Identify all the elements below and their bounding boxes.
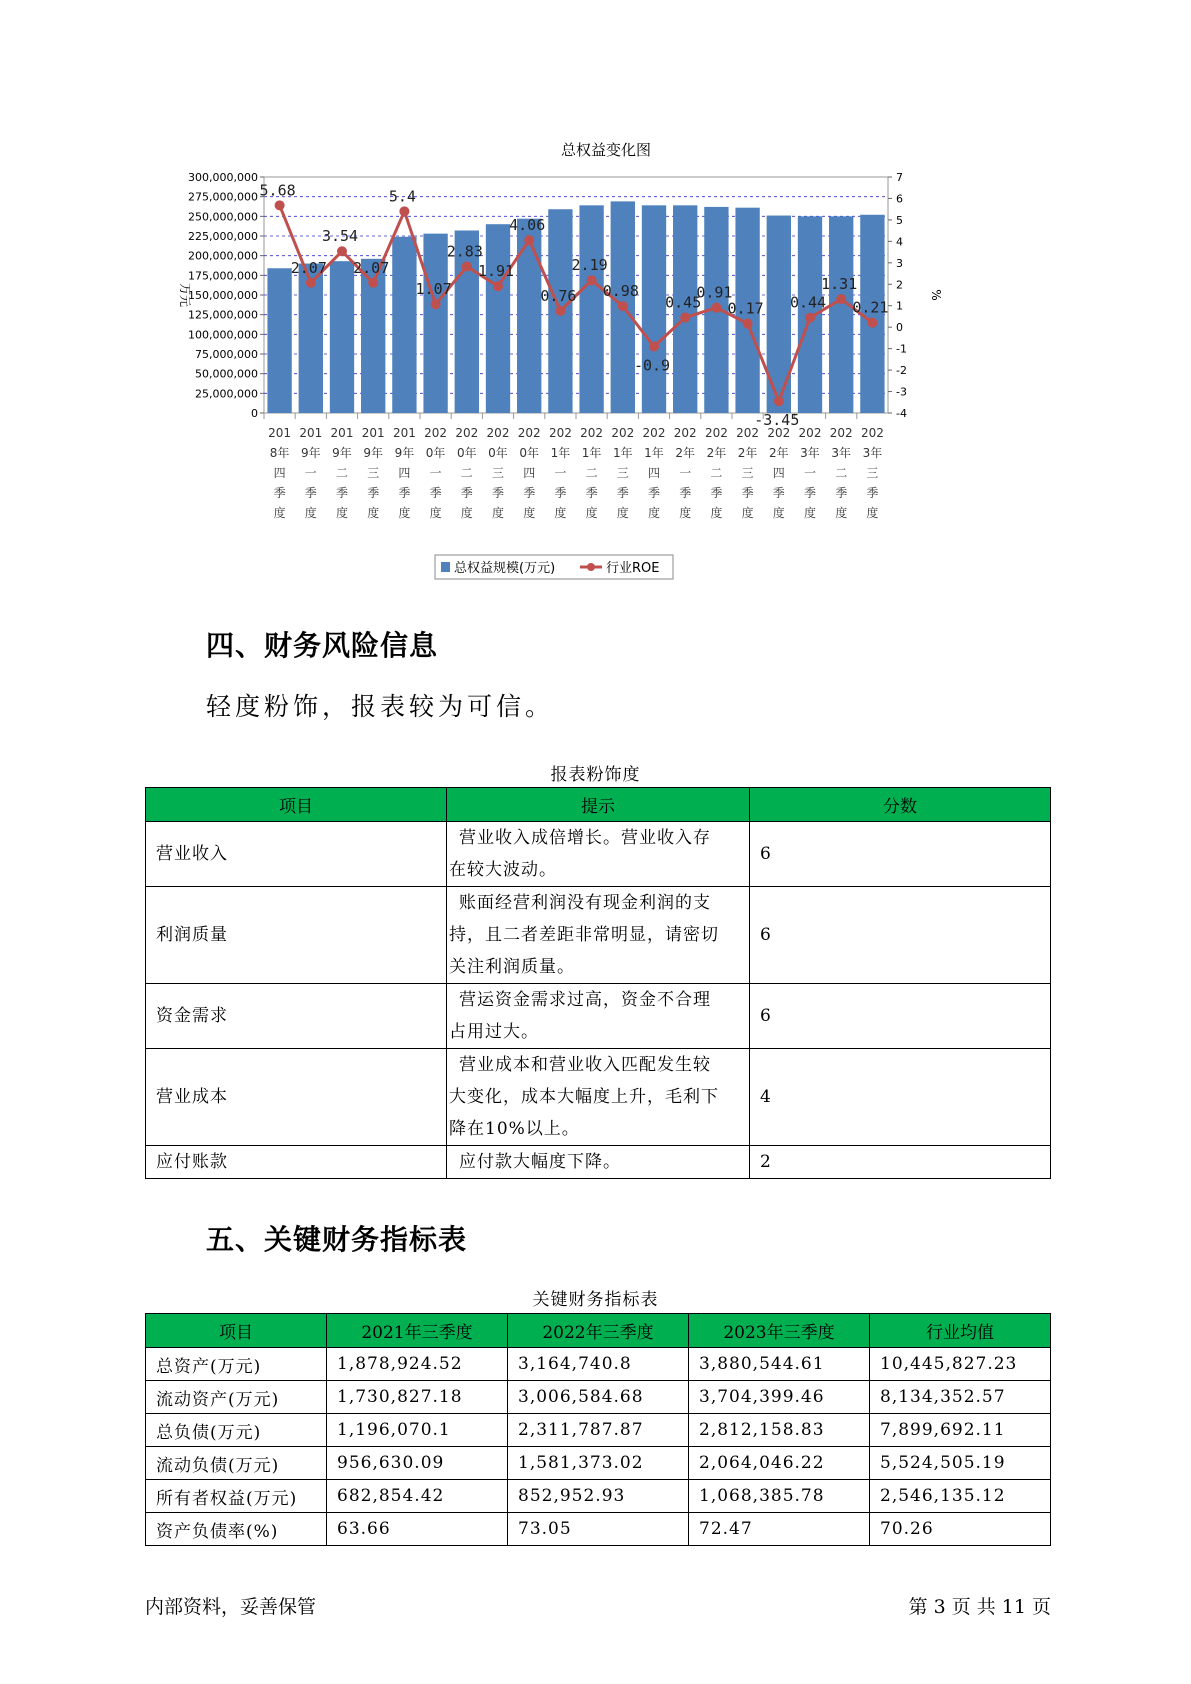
- roe-data-label: 5.68: [259, 181, 296, 200]
- x-category-label: 度: [398, 506, 411, 520]
- roe-point-8: [524, 235, 534, 245]
- legend-line-label: 行业ROE: [606, 561, 660, 576]
- roe-data-label: 3.54: [321, 227, 359, 246]
- x-category-label: 202: [860, 426, 884, 440]
- right-tick-label: 3: [896, 256, 903, 270]
- left-tick-label: 0: [251, 407, 258, 420]
- x-category-label: 9年: [332, 446, 352, 460]
- x-category-label: 二: [835, 466, 848, 480]
- x-category-label: 一: [304, 466, 317, 480]
- row-value: 63.66: [327, 1513, 508, 1546]
- right-tick-label: 1: [896, 299, 903, 313]
- table-header-row: [146, 788, 1051, 822]
- roe-data-label: 0.17: [727, 299, 764, 318]
- x-category-label: 二: [460, 466, 473, 480]
- x-category-label: 202: [798, 426, 822, 440]
- roe-data-label: 1.91: [477, 262, 515, 281]
- bar-4: [392, 237, 416, 413]
- bar-10: [579, 205, 603, 413]
- right-tick-label: 2: [896, 278, 903, 292]
- roe-point-7: [493, 281, 503, 291]
- row-value: 1,196,070.1: [327, 1414, 508, 1447]
- left-tick-label: 225,000,000: [188, 230, 258, 243]
- row-label: 资产负债率(%): [146, 1513, 327, 1546]
- x-category-label: 三: [616, 466, 629, 480]
- row-score: 4: [750, 1049, 1051, 1146]
- left-axis-label: 万元: [178, 282, 192, 308]
- bar-12: [642, 205, 666, 413]
- hint-line: 在较大波动。: [449, 860, 557, 880]
- x-category-label: 季: [710, 486, 723, 500]
- x-category-label: 季: [679, 486, 692, 500]
- right-tick-label: -2: [896, 364, 907, 378]
- table-row: [146, 1447, 1051, 1480]
- x-category-label: 度: [710, 506, 723, 520]
- row-value: 5,524,505.19: [870, 1447, 1051, 1480]
- row-value: 8,134,352.57: [870, 1381, 1051, 1414]
- x-category-label: 201: [299, 426, 323, 440]
- x-category-label: 202: [486, 426, 510, 440]
- x-category-label: 0年: [488, 446, 508, 460]
- right-tick-label: 6: [896, 192, 903, 206]
- left-tick-label: 100,000,000: [188, 328, 258, 342]
- x-category-label: 202: [424, 426, 448, 440]
- row-value: 1,068,385.78: [689, 1480, 870, 1513]
- roe-data-label: 0.21: [852, 298, 889, 317]
- x-category-label: 1年: [644, 446, 664, 460]
- x-category-label: 202: [673, 426, 697, 440]
- x-category-label: 202: [517, 426, 541, 440]
- whitewash-table: [145, 787, 1051, 1179]
- roe-data-label: 2.07: [290, 258, 327, 277]
- row-label: 流动资产(万元): [146, 1381, 327, 1414]
- x-category-label: 季: [273, 486, 286, 500]
- row-value: 956,630.09: [327, 1447, 508, 1480]
- x-category-label: 201: [268, 426, 292, 440]
- hint-line: 应付款大幅度下降。: [459, 1152, 621, 1172]
- x-category-label: 季: [304, 486, 317, 500]
- x-category-label: 202: [767, 426, 791, 440]
- row-value: 7,899,692.11: [870, 1414, 1051, 1447]
- roe-point-3: [368, 278, 378, 288]
- x-category-label: 二: [710, 466, 723, 480]
- header-2022q3: 2022年三季度: [508, 1314, 689, 1348]
- hint-line: 占用过大。: [449, 1022, 539, 1042]
- x-category-label: 度: [273, 506, 286, 520]
- x-category-label: 202: [580, 426, 604, 440]
- x-category-label: 季: [335, 486, 349, 500]
- x-category-label: 度: [772, 506, 785, 520]
- row-score: 6: [750, 822, 1051, 887]
- left-tick-label: 200,000,000: [188, 249, 258, 263]
- roe-data-label: 4.06: [509, 216, 546, 235]
- table-caption-whitewash: 报表粉饰度: [550, 765, 641, 785]
- x-category-label: 度: [741, 506, 754, 520]
- table-caption-indicators: 关键财务指标表: [532, 1290, 659, 1310]
- roe-data-label: 2.83: [446, 242, 483, 261]
- right-tick-label: 7: [896, 171, 903, 184]
- x-category-label: 9年: [363, 446, 384, 460]
- legend-bar-label: 总权益规模(万元): [454, 561, 556, 576]
- row-value: 2,812,158.83: [689, 1414, 870, 1447]
- key-indicators-table: [145, 1313, 1051, 1546]
- header-industry-avg: 行业均值: [870, 1314, 1051, 1348]
- bar-18: [829, 216, 853, 413]
- x-category-label: 201: [330, 426, 354, 440]
- section-heading-key-indicators: 五、关键财务指标表: [206, 1223, 468, 1256]
- roe-point-16: [774, 396, 784, 406]
- key-indicators-table-body: [146, 1348, 1051, 1546]
- x-category-label: 季: [460, 486, 473, 500]
- table-row: [146, 1414, 1051, 1447]
- roe-data-label: 1.07: [415, 280, 452, 299]
- row-score: 6: [750, 984, 1051, 1049]
- right-tick-label: -1: [896, 342, 907, 356]
- x-category-label: 0年: [519, 446, 540, 460]
- roe-point-10: [587, 275, 597, 285]
- row-value: 10,445,827.23: [870, 1348, 1051, 1381]
- row-score: 6: [750, 887, 1051, 984]
- row-hint: [447, 822, 750, 887]
- footer-confidential-note: 内部资料，妥善保管: [145, 1596, 317, 1618]
- hint-line: 账面经营利润没有现金利润的支: [459, 893, 711, 913]
- x-category-label: 四: [398, 466, 411, 480]
- x-category-label: 度: [803, 506, 817, 520]
- row-item: 应付账款: [146, 1146, 447, 1179]
- x-category-label: 202: [548, 426, 572, 440]
- row-label: 总负债(万元): [146, 1414, 327, 1447]
- x-category-label: 一: [803, 466, 817, 480]
- header-item: 项目: [146, 788, 447, 822]
- x-category-label: 度: [616, 506, 629, 520]
- x-category-label: 三: [741, 466, 754, 480]
- x-category-label: 3年: [831, 446, 852, 460]
- table-row: [146, 1513, 1051, 1546]
- roe-point-9: [555, 306, 565, 316]
- x-category-label: 度: [429, 506, 442, 520]
- row-score: 2: [750, 1146, 1051, 1179]
- row-value: 682,854.42: [327, 1480, 508, 1513]
- left-tick-label: 50,000,000: [195, 367, 258, 381]
- row-value: 70.26: [870, 1513, 1051, 1546]
- left-tick-label: 300,000,000: [188, 171, 258, 184]
- bar-0: [267, 268, 291, 413]
- row-value: 1,878,924.52: [327, 1348, 508, 1381]
- right-tick-label: 5: [896, 213, 903, 227]
- bar-2: [330, 261, 354, 413]
- roe-point-18: [836, 294, 846, 304]
- x-category-label: 1年: [581, 446, 602, 460]
- hint-line: 降在10%以上。: [449, 1119, 580, 1139]
- row-item: 营业成本: [146, 1049, 447, 1146]
- x-category-label: 季: [367, 486, 380, 500]
- equity-chart-svg: [170, 135, 1040, 590]
- roe-point-14: [711, 303, 721, 313]
- row-value: 3,164,740.8: [508, 1348, 689, 1381]
- x-category-label: 季: [866, 486, 879, 500]
- row-hint: [447, 984, 750, 1049]
- roe-data-label: 5.4: [388, 187, 416, 206]
- x-category-label: 202: [611, 426, 635, 440]
- x-category-label: 一: [429, 466, 442, 480]
- row-hint: [447, 1049, 750, 1146]
- x-category-label: 季: [523, 486, 536, 500]
- x-category-label: 201: [361, 426, 385, 440]
- left-tick-label: 25,000,000: [195, 387, 258, 401]
- left-tick-label: 250,000,000: [188, 210, 258, 224]
- row-value: 2,546,135.12: [870, 1480, 1051, 1513]
- x-category-label: 度: [367, 506, 380, 520]
- roe-point-12: [649, 341, 659, 351]
- row-value: 3,704,399.46: [689, 1381, 870, 1414]
- roe-point-15: [743, 319, 753, 329]
- x-category-label: 2年: [675, 446, 696, 460]
- table-row: [146, 822, 1051, 887]
- roe-data-label: 0.91: [696, 283, 733, 302]
- x-category-label: 季: [491, 486, 505, 500]
- x-category-label: 度: [491, 506, 505, 520]
- x-category-label: 一: [679, 466, 692, 480]
- x-category-label: 四: [772, 466, 785, 480]
- left-tick-label: 125,000,000: [188, 308, 258, 322]
- header-hint: 提示: [447, 788, 750, 822]
- roe-point-5: [431, 299, 441, 309]
- x-category-label: 度: [866, 506, 879, 520]
- x-category-label: 四: [647, 466, 661, 480]
- x-category-label: 度: [304, 506, 317, 520]
- x-category-label: 0年: [456, 446, 477, 460]
- roe-point-0: [275, 200, 285, 210]
- x-category-label: 202: [704, 426, 728, 440]
- x-category-label: 1年: [550, 446, 571, 460]
- row-label: 总资产(万元): [146, 1348, 327, 1381]
- row-value: 852,952.93: [508, 1480, 689, 1513]
- right-tick-label: 0: [896, 321, 903, 335]
- x-category-label: 2年: [737, 446, 758, 460]
- row-item: 利润质量: [146, 887, 447, 984]
- table-row: [146, 984, 1051, 1049]
- x-category-label: 9年: [394, 446, 415, 460]
- x-category-label: 3年: [862, 446, 883, 460]
- right-tick-label: -3: [896, 385, 907, 399]
- header-item: 项目: [146, 1314, 327, 1348]
- row-value: 72.47: [689, 1513, 870, 1546]
- roe-point-13: [680, 313, 690, 323]
- right-tick-label: -4: [896, 407, 907, 420]
- roe-point-6: [462, 261, 472, 271]
- x-category-label: 201: [392, 426, 416, 440]
- x-category-label: 三: [491, 466, 505, 480]
- roe-point-4: [399, 206, 409, 216]
- row-value: 3,006,584.68: [508, 1381, 689, 1414]
- roe-data-label: 0.98: [602, 282, 639, 301]
- row-value: 2,064,046.22: [689, 1447, 870, 1480]
- x-category-label: 季: [585, 486, 598, 500]
- x-category-label: 二: [585, 466, 598, 480]
- table-row: [146, 1381, 1051, 1414]
- x-category-label: 8年: [269, 446, 290, 460]
- roe-point-17: [805, 313, 815, 323]
- table-row: [146, 887, 1051, 984]
- x-category-label: 季: [616, 486, 629, 500]
- x-category-label: 度: [335, 506, 349, 520]
- header-score: 分数: [750, 788, 1051, 822]
- row-value: 3,880,544.61: [689, 1348, 870, 1381]
- roe-point-19: [867, 318, 877, 328]
- bar-5: [423, 234, 447, 413]
- x-category-label: 度: [585, 506, 598, 520]
- hint-line: 营业收入成倍增长。营业收入存: [459, 828, 711, 848]
- roe-data-label: 2.19: [571, 256, 608, 275]
- x-category-label: 季: [554, 486, 567, 500]
- legend-line-marker: [587, 563, 595, 571]
- equity-chart: [170, 135, 1040, 590]
- roe-data-label: 0.45: [665, 293, 702, 312]
- roe-data-label: 2.07: [353, 258, 390, 277]
- x-category-label: 2年: [706, 446, 727, 460]
- whitewash-table-body: [146, 822, 1051, 1179]
- x-category-label: 202: [455, 426, 479, 440]
- left-tick-label: 175,000,000: [188, 269, 258, 283]
- x-category-label: 季: [398, 486, 411, 500]
- roe-data-label: -3.45: [754, 411, 800, 430]
- x-category-label: 季: [772, 486, 785, 500]
- roe-data-label: 0.44: [789, 293, 827, 312]
- right-tick-label: 4: [896, 235, 903, 249]
- roe-data-label: 0.76: [540, 286, 577, 305]
- x-category-label: 一: [554, 466, 567, 480]
- roe-point-11: [618, 301, 628, 311]
- row-hint: [447, 887, 750, 984]
- legend-bar-swatch: [441, 562, 450, 572]
- header-2021q3: 2021年三季度: [327, 1314, 508, 1348]
- x-category-label: 0年: [425, 446, 446, 460]
- hint-line: 营业成本和营业收入匹配发生较: [459, 1055, 711, 1075]
- left-tick-label: 275,000,000: [188, 190, 258, 204]
- x-category-label: 季: [647, 486, 661, 500]
- hint-line: 大变化，成本大幅度上升，毛利下: [449, 1087, 719, 1107]
- x-category-label: 9年: [300, 446, 321, 460]
- risk-summary: 轻度粉饰，报表较为可信。: [206, 692, 555, 721]
- x-category-label: 202: [829, 426, 853, 440]
- x-category-label: 3年: [800, 446, 820, 460]
- x-category-label: 季: [803, 486, 817, 500]
- chart-title: 总权益变化图: [560, 141, 652, 159]
- x-category-label: 三: [866, 466, 879, 480]
- table-row: [146, 1146, 1051, 1179]
- hint-line: 关注利润质量。: [449, 957, 575, 977]
- bar-8: [517, 219, 541, 413]
- row-item: 营业收入: [146, 822, 447, 887]
- row-value: 1,581,373.02: [508, 1447, 689, 1480]
- x-category-label: 度: [460, 506, 473, 520]
- x-category-label: 季: [741, 486, 754, 500]
- x-category-label: 度: [647, 506, 661, 520]
- x-category-label: 度: [679, 506, 692, 520]
- section-heading-financial-risk: 四、财务风险信息: [206, 629, 439, 662]
- x-category-label: 三: [367, 466, 380, 480]
- x-category-label: 1年: [612, 446, 633, 460]
- x-category-label: 202: [736, 426, 760, 440]
- left-tick-label: 75,000,000: [195, 348, 258, 361]
- right-axis-label: %: [929, 289, 943, 301]
- table-row: [146, 1480, 1051, 1513]
- row-value: 1,730,827.18: [327, 1381, 508, 1414]
- x-category-label: 四: [273, 466, 286, 480]
- table-row: [146, 1348, 1051, 1381]
- x-category-label: 四: [523, 466, 536, 480]
- x-category-label: 2年: [768, 446, 789, 460]
- row-label: 流动负债(万元): [146, 1447, 327, 1480]
- bar-7: [486, 224, 510, 413]
- x-category-label: 二: [335, 466, 349, 480]
- table-header-row: [146, 1314, 1051, 1348]
- x-category-label: 202: [642, 426, 666, 440]
- row-hint: [447, 1146, 750, 1179]
- row-value: 2,311,787.87: [508, 1414, 689, 1447]
- hint-line: 持，且二者差距非常明显，请密切: [449, 925, 719, 945]
- x-category-label: 度: [554, 506, 567, 520]
- footer-page-number: 第 3 页 共 11 页: [908, 1596, 1051, 1618]
- roe-data-label: 1.31: [821, 275, 858, 294]
- left-tick-label: 150,000,000: [188, 289, 258, 302]
- roe-data-label: -0.9: [633, 356, 671, 375]
- x-category-label: 季: [835, 486, 848, 500]
- x-category-label: 度: [835, 506, 848, 520]
- roe-point-1: [306, 278, 316, 288]
- row-value: 73.05: [508, 1513, 689, 1546]
- table-row: [146, 1049, 1051, 1146]
- header-2023q3: 2023年三季度: [689, 1314, 870, 1348]
- x-category-label: 度: [523, 506, 536, 520]
- hint-line: 营运资金需求过高，资金不合理: [459, 990, 711, 1010]
- roe-point-2: [337, 246, 347, 256]
- x-category-label: 季: [429, 486, 442, 500]
- row-label: 所有者权益(万元): [146, 1480, 327, 1513]
- row-item: 资金需求: [146, 984, 447, 1049]
